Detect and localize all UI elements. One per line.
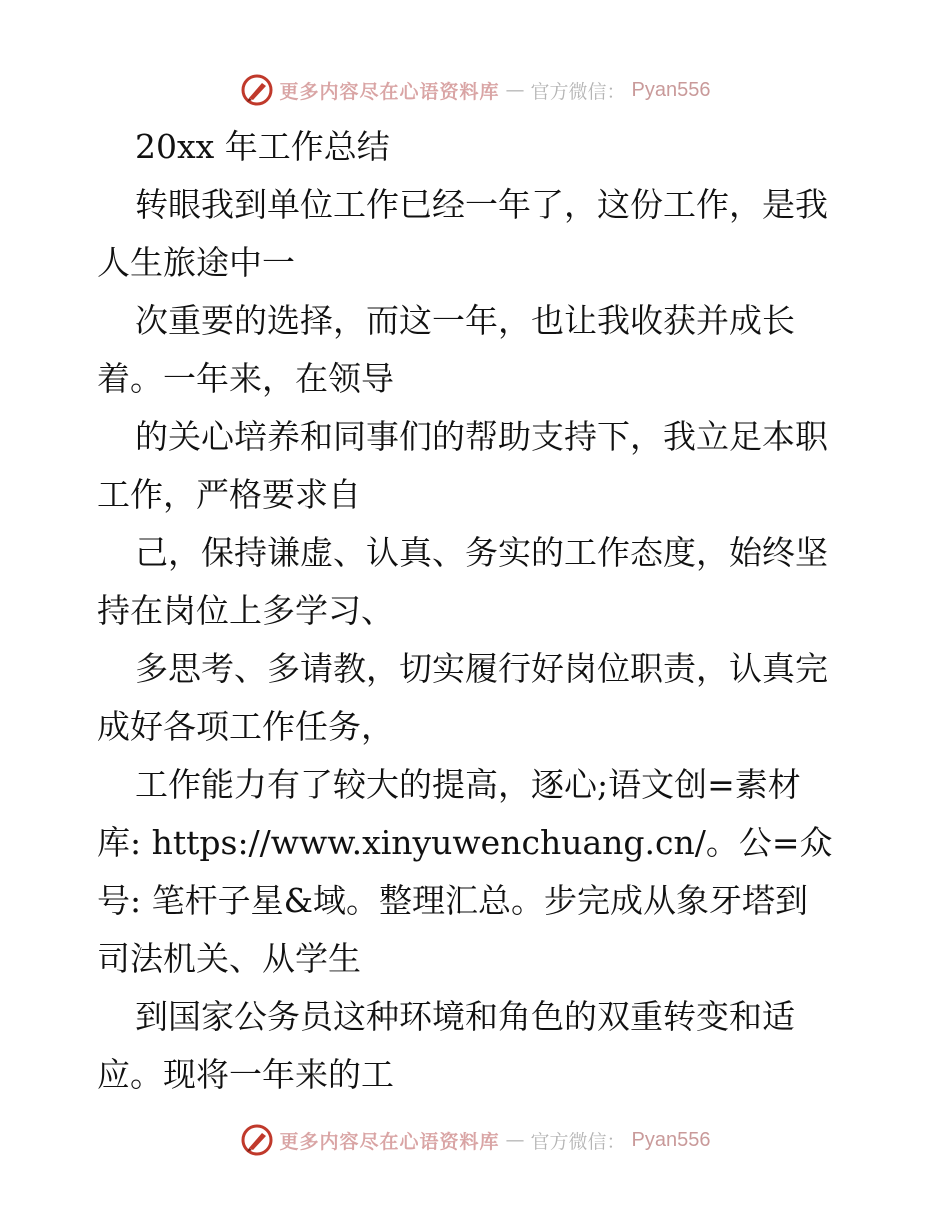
pen-logo-icon xyxy=(240,73,274,107)
text-line: 到国家公务员这种环境和角色的双重转变和适 xyxy=(135,997,795,1036)
text-line: 的关心培养和同事们的帮助支持下，我立足本职 xyxy=(135,417,828,456)
text-line: 成好各项工作任务， xyxy=(97,707,394,746)
text-line: 应。现将一年来的工 xyxy=(97,1055,394,1094)
banner-separator: — xyxy=(505,1129,525,1151)
pen-logo-icon xyxy=(240,1123,274,1157)
document-body xyxy=(97,118,857,1104)
header-banner xyxy=(0,70,950,110)
text-line: 库: https://www.xinyuwenchuang.cn/。公=众 xyxy=(97,823,833,862)
text-line: 转眼我到单位工作已经一年了，这份工作，是我 xyxy=(135,185,828,224)
banner-text: 更多内容尽在心语资料库 xyxy=(279,80,500,103)
banner-wechat-label: 官方微信： xyxy=(530,1130,626,1153)
banner-text: 更多内容尽在心语资料库 xyxy=(279,1130,500,1153)
document-title: 20xx 年工作总结 xyxy=(135,127,390,166)
text-line: 持在岗位上多学习、 xyxy=(97,591,394,630)
footer-banner xyxy=(0,1120,950,1160)
text-line: 司法机关、从学生 xyxy=(97,939,361,978)
text-line: 着。一年来，在领导 xyxy=(97,359,394,398)
banner-wechat-label: 官方微信： xyxy=(530,80,626,103)
text-line: 工作，严格要求自 xyxy=(97,475,361,514)
text-line: 号: 笔杆子星&域。整理汇总。步完成从象牙塔到 xyxy=(97,881,808,920)
text-line: 己，保持谦虚、认真、务实的工作态度，始终坚 xyxy=(135,533,828,572)
text-line: 工作能力有了较大的提高，逐心;语文创=素材 xyxy=(135,765,801,804)
text-line: 次重要的选择，而这一年，也让我收获并成长 xyxy=(135,301,795,340)
text-line: 人生旅途中一 xyxy=(97,243,295,282)
banner-wechat-id: Pyan556 xyxy=(631,1128,711,1151)
text-line: 多思考、多请教，切实履行好岗位职责，认真完 xyxy=(135,649,828,688)
banner-separator: — xyxy=(505,79,525,101)
banner-wechat-id: Pyan556 xyxy=(631,78,711,101)
